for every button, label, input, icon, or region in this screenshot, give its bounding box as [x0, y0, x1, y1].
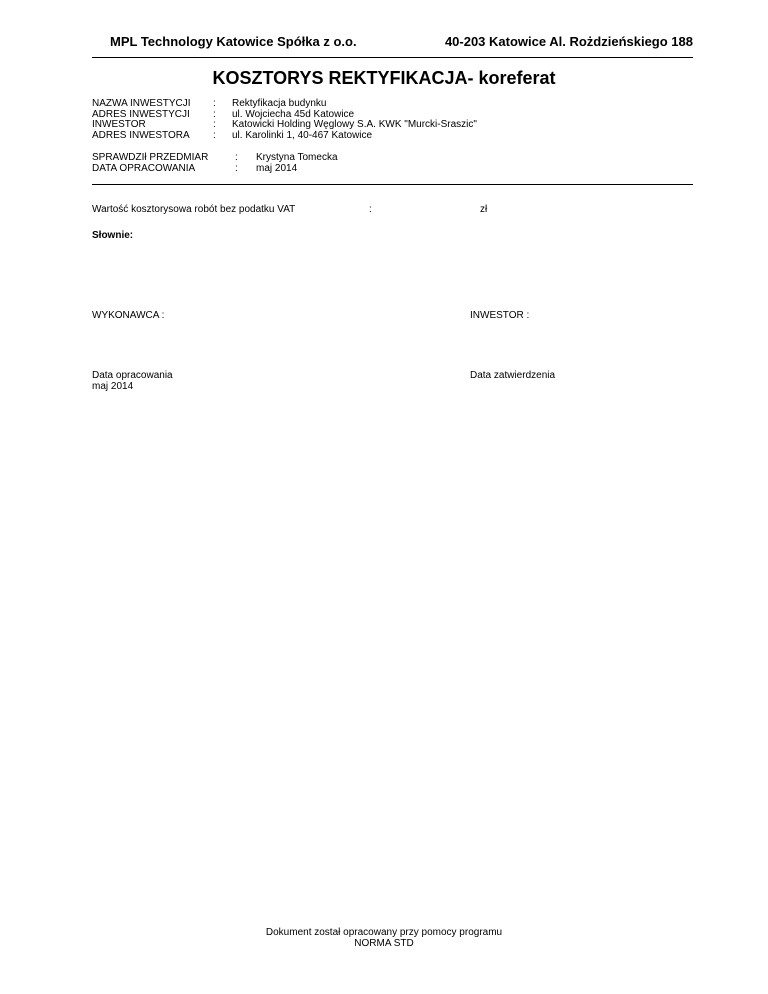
contractor-label: WYKONAWCA :	[92, 310, 165, 321]
info-label: ADRES INWESTYCJI	[92, 108, 190, 120]
info-separator: :	[213, 98, 216, 109]
info-label: NAZWA INWESTYCJI	[92, 98, 191, 109]
value-currency: zł	[480, 204, 488, 215]
info-value: ul. Karolinki 1, 40-467 Katowice	[232, 129, 373, 141]
prep-date-label: Data opracowania	[92, 370, 173, 381]
info-separator: :	[213, 119, 216, 130]
info-separator: :	[213, 129, 216, 141]
company-address: 40-203 Katowice Al. Rożdzieńskiego 188	[444, 34, 693, 49]
company-name: MPL Technology Katowice Spółka z o.o.	[110, 34, 357, 49]
info-value: ul. Wojciecha 45d Katowice	[232, 108, 355, 120]
value-separator: :	[369, 204, 372, 215]
prep-value: Krystyna Tomecka	[256, 152, 338, 163]
header-divider	[92, 57, 693, 58]
prep-date-value: maj 2014	[92, 380, 134, 392]
document-title: KOSZTORYS REKTYFIKACJA- koreferat	[212, 68, 556, 88]
investor-label: INWESTOR :	[470, 310, 530, 321]
info-row-investor	[92, 120, 692, 131]
value-label: Wartość kosztorysowa robót bez podatku VAT	[92, 204, 296, 215]
info-row-investment-name	[92, 99, 692, 110]
approval-date-label: Data zatwierdzenia	[470, 370, 556, 381]
investment-info	[92, 99, 692, 141]
info-value: Rektyfikacja budynku	[232, 98, 327, 109]
info-separator: :	[213, 108, 216, 120]
info-divider	[92, 184, 693, 185]
prep-row-date	[92, 164, 692, 175]
footer-line-1: Dokument został opracowany przy pomocy programu	[265, 927, 503, 938]
prep-label: DATA OPRACOWANIA	[92, 162, 196, 174]
preparation-info	[92, 153, 692, 174]
footer	[0, 927, 768, 949]
prep-row-checked-by	[92, 153, 692, 164]
info-label: ADRES INWESTORA	[92, 129, 190, 141]
info-row-investor-address	[92, 131, 692, 142]
info-value: Katowicki Holding Węglowy S.A. KWK "Murcki-Sraszic"	[232, 119, 477, 130]
prep-date-block	[92, 371, 173, 392]
info-label: INWESTOR	[92, 119, 146, 130]
prep-label: SPRAWDZIł PRZEDMIAR	[92, 152, 209, 163]
footer-line-2: NORMA STD	[354, 938, 414, 949]
in-words-label: Słownie:	[92, 230, 134, 241]
prep-value: maj 2014	[256, 162, 298, 174]
prep-separator: :	[235, 162, 238, 174]
prep-separator: :	[235, 152, 238, 163]
